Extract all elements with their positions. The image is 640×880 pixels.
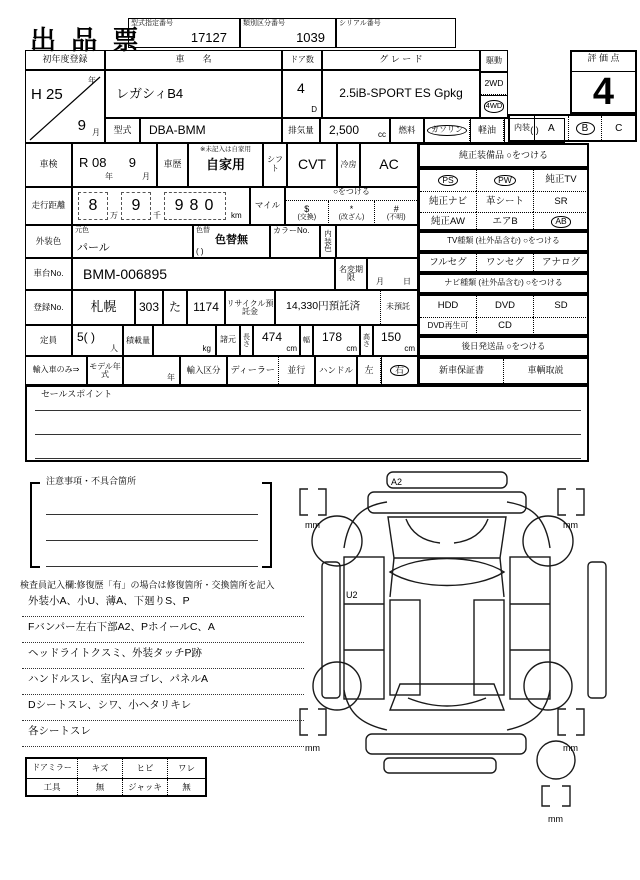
navi-cd: CD — [476, 317, 533, 335]
mm-label-rear-right: mm — [563, 743, 578, 753]
equip-sr: SR — [533, 191, 588, 212]
shaken-cell — [72, 143, 157, 187]
tv-type-row — [418, 252, 589, 273]
flag-tampered: * (改ざん) — [329, 201, 376, 225]
caution-bracket-right — [262, 482, 272, 568]
grade-value: 2.5iB-SPORT ES Gpkg — [322, 70, 480, 118]
equip-header: 純正装備品 ○をつける — [418, 143, 589, 168]
mirror-kizu: キズ — [78, 759, 123, 778]
windshield — [388, 517, 506, 558]
model-value-cell — [140, 118, 282, 143]
fuel-other: ( ) — [504, 118, 565, 143]
height-label: 高さ — [360, 325, 373, 356]
shaken-year-unit: 年 — [105, 172, 113, 182]
handle-label: ハンドル — [315, 356, 357, 385]
sales-line-2 — [35, 434, 581, 435]
reg-kana: た — [163, 290, 187, 325]
day-char: 日 — [403, 277, 411, 287]
reg-no2: 1174 — [187, 290, 225, 325]
mirror-tool-table — [25, 757, 207, 797]
inspector-note-1: 外装小A、小U、薄A、下廻りS、P — [22, 593, 304, 617]
navi-type-grid — [418, 294, 589, 336]
mirror-label: ドアミラー — [27, 759, 78, 778]
chassis-cell — [72, 258, 335, 290]
displacement-unit: cc — [378, 130, 386, 140]
length-unit: cm — [286, 344, 297, 354]
caution-line-2 — [46, 540, 258, 541]
left-doors — [344, 557, 384, 699]
wiper-right — [454, 519, 488, 543]
wheel-rear-right — [524, 662, 572, 710]
import-parallel: 並行 — [287, 364, 306, 375]
interior-grade-b: B — [569, 116, 603, 140]
first-reg-era: H 25 — [31, 86, 63, 103]
ext-color-label: 外装色 — [25, 225, 72, 258]
recolor-label: 色替 — [196, 227, 210, 234]
serial-box — [336, 18, 456, 48]
tool-label: 工具 — [27, 779, 78, 797]
month-char: 月 — [376, 277, 384, 287]
flag-unknown: # (不明) — [386, 204, 406, 221]
inspector-note-3: ヘッドライトクスミ、外装タッチP跡 — [22, 645, 304, 669]
navi-type-header: ナビ種類 (社外品含む) ○をつける — [418, 273, 589, 294]
model-value: DBA-BMM — [149, 123, 206, 137]
model-code-box — [128, 18, 240, 48]
load-cell — [153, 325, 216, 356]
unit-km: km — [231, 211, 242, 221]
height-unit: cm — [404, 344, 415, 354]
ship-header: 後日発送品 ○をつける — [418, 336, 589, 357]
car-diagram — [288, 462, 640, 866]
capacity-unit: 人 — [110, 344, 118, 354]
drive-2wd: 2WD — [480, 72, 508, 95]
doors-value: 4 — [297, 80, 305, 96]
model-code-value: 17127 — [190, 29, 227, 45]
import-dealer: ディーラー — [228, 357, 279, 384]
class-code-box — [240, 18, 336, 48]
orig-color-label: 元色 — [75, 227, 89, 234]
shaken-label: 車検 — [25, 143, 72, 187]
model-year-cell — [123, 356, 180, 385]
front-bumper — [368, 492, 526, 513]
equip-ps: PS — [420, 170, 476, 191]
class-code-value: 1039 — [296, 29, 325, 45]
damage-mark-side: U2 — [346, 590, 358, 600]
chassis-value: BMM-006895 — [83, 266, 168, 282]
tread-bracket-spare — [542, 786, 570, 806]
flag-exchange: $ (交換) — [286, 201, 329, 225]
right-sill — [588, 562, 606, 698]
score-value: 4 — [592, 71, 615, 114]
equip-grid — [418, 168, 589, 231]
first-reg-month: 9 — [77, 116, 86, 134]
front-bumper-top — [387, 472, 507, 488]
rear-fender-left — [344, 690, 387, 730]
center-left-panel — [390, 600, 420, 695]
tool-kizu-none: 無 — [78, 779, 123, 797]
interior-grade-a: A — [535, 116, 569, 140]
mirror-ware: ワレ — [177, 762, 195, 773]
tv-fullseg: フルセグ — [429, 257, 467, 269]
navi-empty — [533, 317, 588, 335]
mileage-label: 走行距離 — [25, 187, 72, 225]
tread-bracket-front-right — [558, 489, 584, 515]
width-label: 幅 — [300, 325, 313, 356]
shaken-month-unit: 月 — [142, 172, 150, 182]
first-reg-month-unit: 月 — [92, 128, 100, 138]
history-label: 車歴 — [157, 143, 188, 187]
import-label: 輸入車のみ⇒ — [25, 356, 87, 385]
unit-man: 万 — [110, 211, 118, 221]
inspector-note-4: ハンドルスレ、室内Aヨゴレ、パネルA — [22, 671, 304, 695]
score-box — [570, 50, 637, 114]
capacity-value: 5( ) — [77, 330, 95, 344]
damage-mark-front: A2 — [391, 477, 403, 487]
right-doors — [510, 557, 550, 699]
reg-city: 札幌 — [72, 290, 135, 325]
orig-color-cell — [72, 225, 193, 258]
height-value: 150 — [381, 330, 402, 344]
history-cell — [188, 143, 263, 187]
length-cell — [253, 325, 300, 356]
cool-value: AC — [360, 143, 418, 187]
height-cell — [373, 325, 418, 356]
import-class-cell — [227, 356, 315, 385]
inspector-note-6: 各シートスレ — [22, 723, 304, 747]
grade-header: グ レ ー ド — [322, 50, 480, 70]
color-no-label: カラーNo. — [273, 226, 310, 235]
score-label: 評 価 点 — [572, 52, 635, 72]
serial-label: シリアル番号 — [339, 20, 381, 27]
equip-navi: 純正ナビ — [420, 191, 476, 212]
tool-ware-none: 無 — [182, 782, 191, 793]
tread-bracket-rear-right — [558, 709, 584, 735]
inspector-header: 検査員記入欄:修復歴「有」の場合は修復箇所・交換箇所を記入 — [20, 580, 275, 590]
mile-label: マイル — [250, 187, 285, 225]
mileage-digit-sen: 9 — [121, 192, 151, 220]
center-right-panel — [474, 600, 504, 695]
history-note: ※未記入は自家用 — [200, 146, 251, 153]
mileage-digit-man: 8 — [78, 192, 108, 220]
unit-sen: 千 — [153, 211, 161, 221]
equip-tv: 純正TV — [533, 170, 588, 191]
sales-point-cell — [25, 385, 589, 462]
capacity-cell — [72, 325, 123, 356]
page-title: 出 品 票 — [30, 25, 143, 55]
cool-label: 冷房 — [337, 143, 360, 187]
orig-color-value: パール — [77, 241, 110, 254]
interior-grade-c: C — [615, 122, 623, 134]
ship-manual: 車輌取説 — [527, 365, 564, 376]
mm-label-front-right: mm — [563, 520, 578, 530]
navi-dvd-play: DVD再生可 — [420, 317, 476, 335]
displacement-cell — [320, 118, 390, 143]
mm-label-front-left: mm — [305, 520, 320, 530]
car-name-value: レガシィB4 — [116, 86, 184, 101]
rear-bumper-lower — [384, 758, 496, 773]
width-unit: cm — [346, 344, 357, 354]
left-sill — [322, 562, 340, 698]
mm-label-spare: mm — [548, 814, 563, 824]
first-reg-cell — [25, 70, 105, 143]
caution-label: 注意事項・不具合箇所 — [46, 476, 137, 486]
doors-suffix: D — [311, 105, 317, 115]
recycle-cell — [275, 290, 418, 325]
name-change-label: 名変期限 — [335, 258, 367, 290]
fuel-label: 燃料 — [390, 118, 424, 143]
caution-bracket-left — [30, 482, 40, 568]
tread-bracket-rear-left — [300, 709, 326, 735]
displacement-label: 排気量 — [282, 118, 320, 143]
ship-warranty: 新車保証書 — [420, 359, 504, 383]
name-change-cell — [367, 258, 418, 290]
tv-type-header: TV種類 (社外品含む) ○をつける — [418, 231, 589, 252]
caution-line-3 — [46, 566, 258, 567]
navi-sd: SD — [533, 296, 588, 317]
reg-label: 登録No. — [25, 290, 72, 325]
drive-header: 駆動 — [480, 50, 508, 72]
inspector-note-2: Fバンパー左右下部A2、PホイールC、A — [22, 619, 304, 643]
width-value: 178 — [322, 330, 343, 344]
model-code-label: 型式指定番号 — [131, 20, 173, 27]
load-label: 積載量 — [123, 325, 153, 356]
mileage-digits-rest: 980 — [164, 192, 226, 220]
first-reg-header: 初年度登録 — [25, 50, 105, 70]
equip-ab: AB — [533, 212, 588, 231]
recycle-label: リサイクル預託金 — [225, 290, 275, 325]
model-year-label: モデル年式 — [87, 356, 123, 385]
equip-aw: 純正AW — [420, 212, 476, 231]
equip-pw: PW — [476, 170, 533, 191]
rear-bumper — [366, 734, 526, 754]
shaken-month: 9 — [128, 155, 136, 170]
model-year-unit: 年 — [167, 373, 175, 383]
wiper-left — [406, 519, 440, 543]
pillar-left — [390, 558, 394, 597]
spec-label: 諸元 — [216, 325, 240, 356]
int-color-value-cell — [336, 225, 418, 258]
inspector-note-5: Dシートスレ、シワ、小ヘタリキレ — [22, 697, 304, 721]
doors-header: ドア数 — [282, 50, 322, 70]
recycle-paid: 14,330円預託済 — [286, 300, 361, 312]
load-unit: kg — [202, 344, 211, 354]
handle-left: 左 — [357, 356, 381, 385]
car-name-cell — [105, 70, 282, 118]
wheel-rear-left — [313, 662, 361, 710]
car-name-header: 車 名 — [105, 50, 282, 70]
doors-cell — [282, 70, 322, 118]
circle-note: ○をつける — [286, 188, 417, 201]
fuel-diesel: 軽油 — [470, 118, 504, 143]
recolor-cell — [193, 225, 270, 258]
reg-no1: 303 — [135, 290, 163, 325]
recycle-unpaid: 未預託 — [380, 291, 415, 324]
fuel-gasoline: ガソリン — [424, 118, 470, 143]
first-reg-year-unit: 年 — [88, 76, 96, 85]
import-class-label: 輸入区分 — [180, 356, 227, 385]
shaken-era: R 08 — [79, 155, 107, 170]
shift-value: CVT — [287, 143, 337, 187]
recolor-value: 色替無 — [215, 234, 248, 246]
navi-hdd: HDD — [437, 300, 459, 312]
handle-right: 右 — [381, 356, 418, 385]
front-fender-left — [344, 502, 387, 548]
length-value: 474 — [262, 330, 283, 344]
pillar-right — [500, 558, 504, 597]
chassis-label: 車台No. — [25, 258, 72, 290]
mm-label-rear-left: mm — [305, 743, 320, 753]
roof-panel — [390, 559, 504, 586]
interior-label: 内装 — [510, 116, 535, 140]
tv-oneseg: ワンセグ — [476, 254, 533, 273]
sales-point-label: セールスポイント — [41, 389, 113, 399]
tv-analog: アナログ — [533, 254, 588, 273]
shift-label: シフト — [263, 143, 287, 187]
ship-row — [418, 357, 589, 385]
color-no-cell — [270, 225, 320, 258]
recolor-paren: ( ) — [196, 247, 204, 257]
tread-bracket-front-left — [300, 489, 326, 515]
displacement-value: 2,500 — [329, 123, 360, 137]
width-cell — [313, 325, 360, 356]
length-label: 長さ — [240, 325, 253, 356]
trunk-curve — [408, 698, 486, 706]
class-code-label: 類別区分番号 — [243, 20, 285, 27]
model-label: 型式 — [105, 118, 140, 143]
caution-line-1 — [46, 514, 258, 515]
mileage-cell — [72, 187, 250, 225]
equip-leather: 革シート — [476, 191, 533, 212]
sales-line-3 — [35, 458, 581, 459]
drive-4wd: 4WD — [480, 95, 508, 118]
capacity-label: 定員 — [25, 325, 72, 356]
sales-line-1 — [35, 410, 581, 411]
equip-airbag: エアB — [476, 212, 533, 231]
tool-jack: ジャッキ — [123, 779, 168, 797]
int-color-label: 内装色 — [320, 225, 336, 258]
mirror-hibi: ヒビ — [123, 759, 168, 778]
history-value: 自家用 — [205, 157, 245, 173]
odometer-flags — [285, 187, 418, 225]
navi-dvd: DVD — [476, 296, 533, 317]
